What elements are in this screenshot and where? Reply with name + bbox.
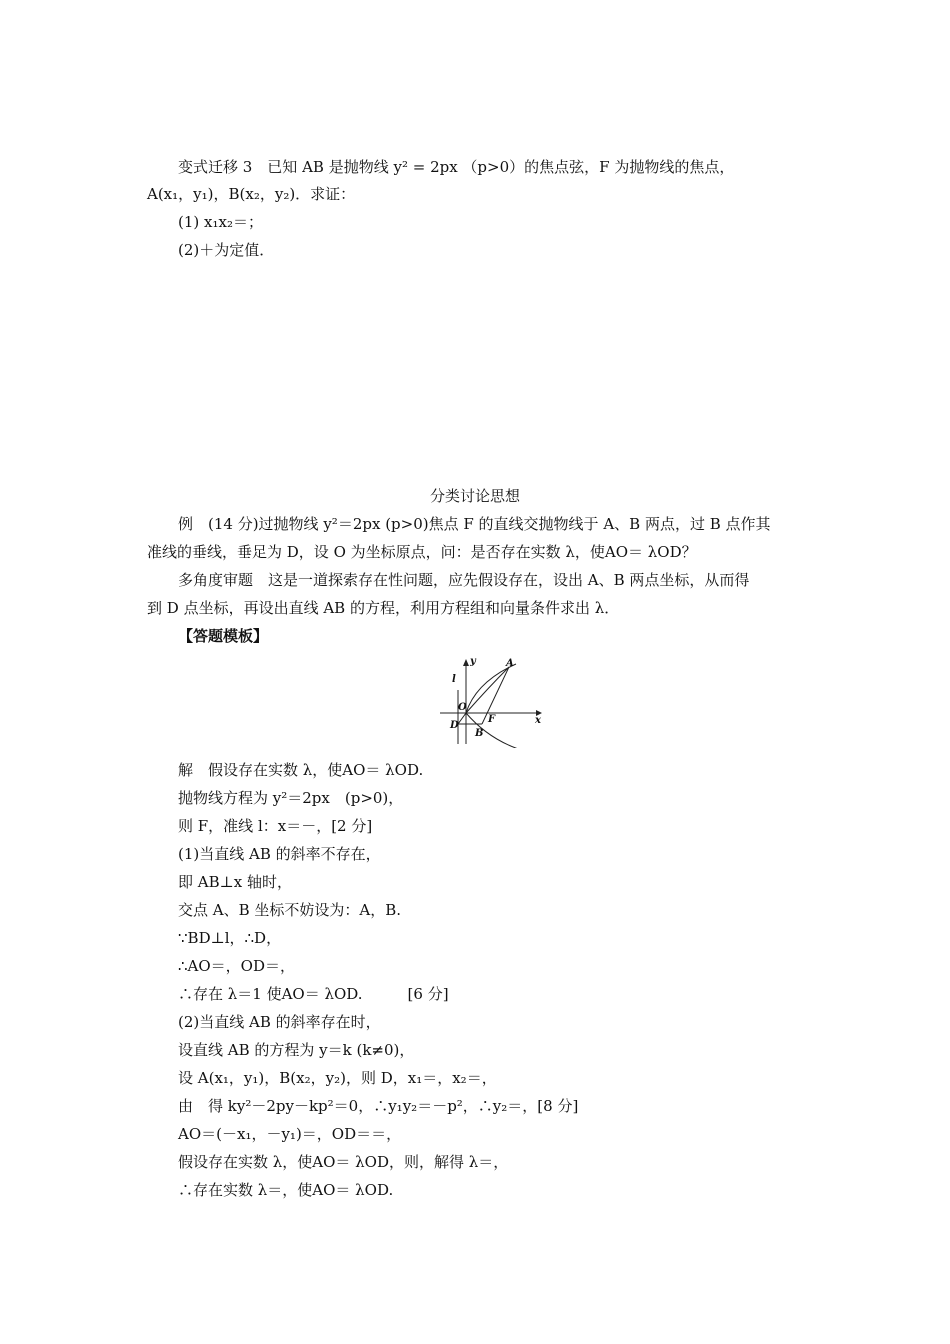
template-label: 【答题模板】: [178, 627, 269, 645]
segment-oa: [466, 667, 509, 713]
label-f: F: [488, 714, 496, 725]
solution-line-14: AO＝(－x₁，－y₁)＝，OD＝＝，: [178, 1125, 402, 1143]
solution-line-10: (2)当直线 AB 的斜率存在时，: [178, 1013, 381, 1031]
label-b: B: [475, 728, 484, 739]
section-title: 分类讨论思想: [429, 487, 520, 505]
label-y: y: [470, 656, 476, 667]
example-line-1: 例 (14 分)过抛物线 y²＝2px (p>0)焦点 F 的直线交抛物线于 A、B 两点，过 B 点作其: [178, 515, 771, 533]
problem-line-2: A(x₁，y₁)，B(x₂，y₂)．求证：: [147, 185, 356, 203]
y-axis-arrow: [463, 659, 469, 666]
solution-line-9: ∴存在 λ＝1 使AO＝ λOD. [6 分]: [178, 985, 449, 1003]
solution-line-1: 解 假设存在实数 λ，使AO＝ λOD.: [178, 761, 424, 779]
solution-line-13: 由 得 ky²－2py－kp²＝0，∴y₁y₂＝－p²，∴y₂＝，[8 分]: [178, 1097, 579, 1115]
solution-line-3: 则 F，准线 l：x＝－，[2 分]: [178, 817, 373, 835]
solution-line-12: 设 A(x₁，y₁)，B(x₂，y₂)，则 D，x₁＝，x₂＝，: [178, 1069, 497, 1087]
problem-line-3: (1) x₁x₂＝；: [178, 213, 263, 231]
analysis-line-1: 多角度审题 这是一道探索存在性问题，应先假设存在，设出 A、B 两点坐标，从而得: [178, 571, 750, 589]
solution-line-11: 设直线 AB 的方程为 y＝k (k≠0)，: [178, 1041, 415, 1059]
solution-line-6: 交点 A、B 坐标不妨设为：A，B.: [178, 901, 402, 919]
label-d: D: [450, 720, 459, 731]
solution-line-8: ∴AO＝，OD＝，: [178, 957, 295, 975]
example-line-2: 准线的垂线，垂足为 D，设 O 为坐标原点，问：是否存在实数 λ，使AO＝ λOD？: [147, 543, 697, 561]
label-x: x: [535, 715, 541, 726]
segment-od: [458, 713, 466, 724]
parabola-figure: [436, 652, 546, 748]
label-l: l: [452, 674, 456, 685]
solution-line-7: ∵BD⊥l，∴D，: [178, 929, 282, 947]
problem-line-4: (2)＋为定值．: [178, 241, 275, 259]
solution-line-4: (1)当直线 AB 的斜率不存在，: [178, 845, 381, 863]
solution-line-2: 抛物线方程为 y²＝2px (p>0)，: [178, 789, 404, 807]
label-a: A: [506, 658, 514, 669]
analysis-line-2: 到 D 点坐标，再设出直线 AB 的方程，利用方程组和向量条件求出 λ．: [147, 599, 620, 617]
label-o: O: [458, 702, 467, 713]
solution-line-15: 假设存在实数 λ，使AO＝ λOD，则，解得 λ＝，: [178, 1153, 509, 1171]
solution-line-5: 即 AB⊥x 轴时，: [178, 873, 292, 891]
problem-line-1: 变式迁移 3 已知 AB 是抛物线 y² = 2px （p>0）的焦点弦，F 为抛物线的焦点，: [178, 158, 735, 176]
solution-line-16: ∴存在实数 λ＝，使AO＝ λOD.: [178, 1181, 394, 1199]
